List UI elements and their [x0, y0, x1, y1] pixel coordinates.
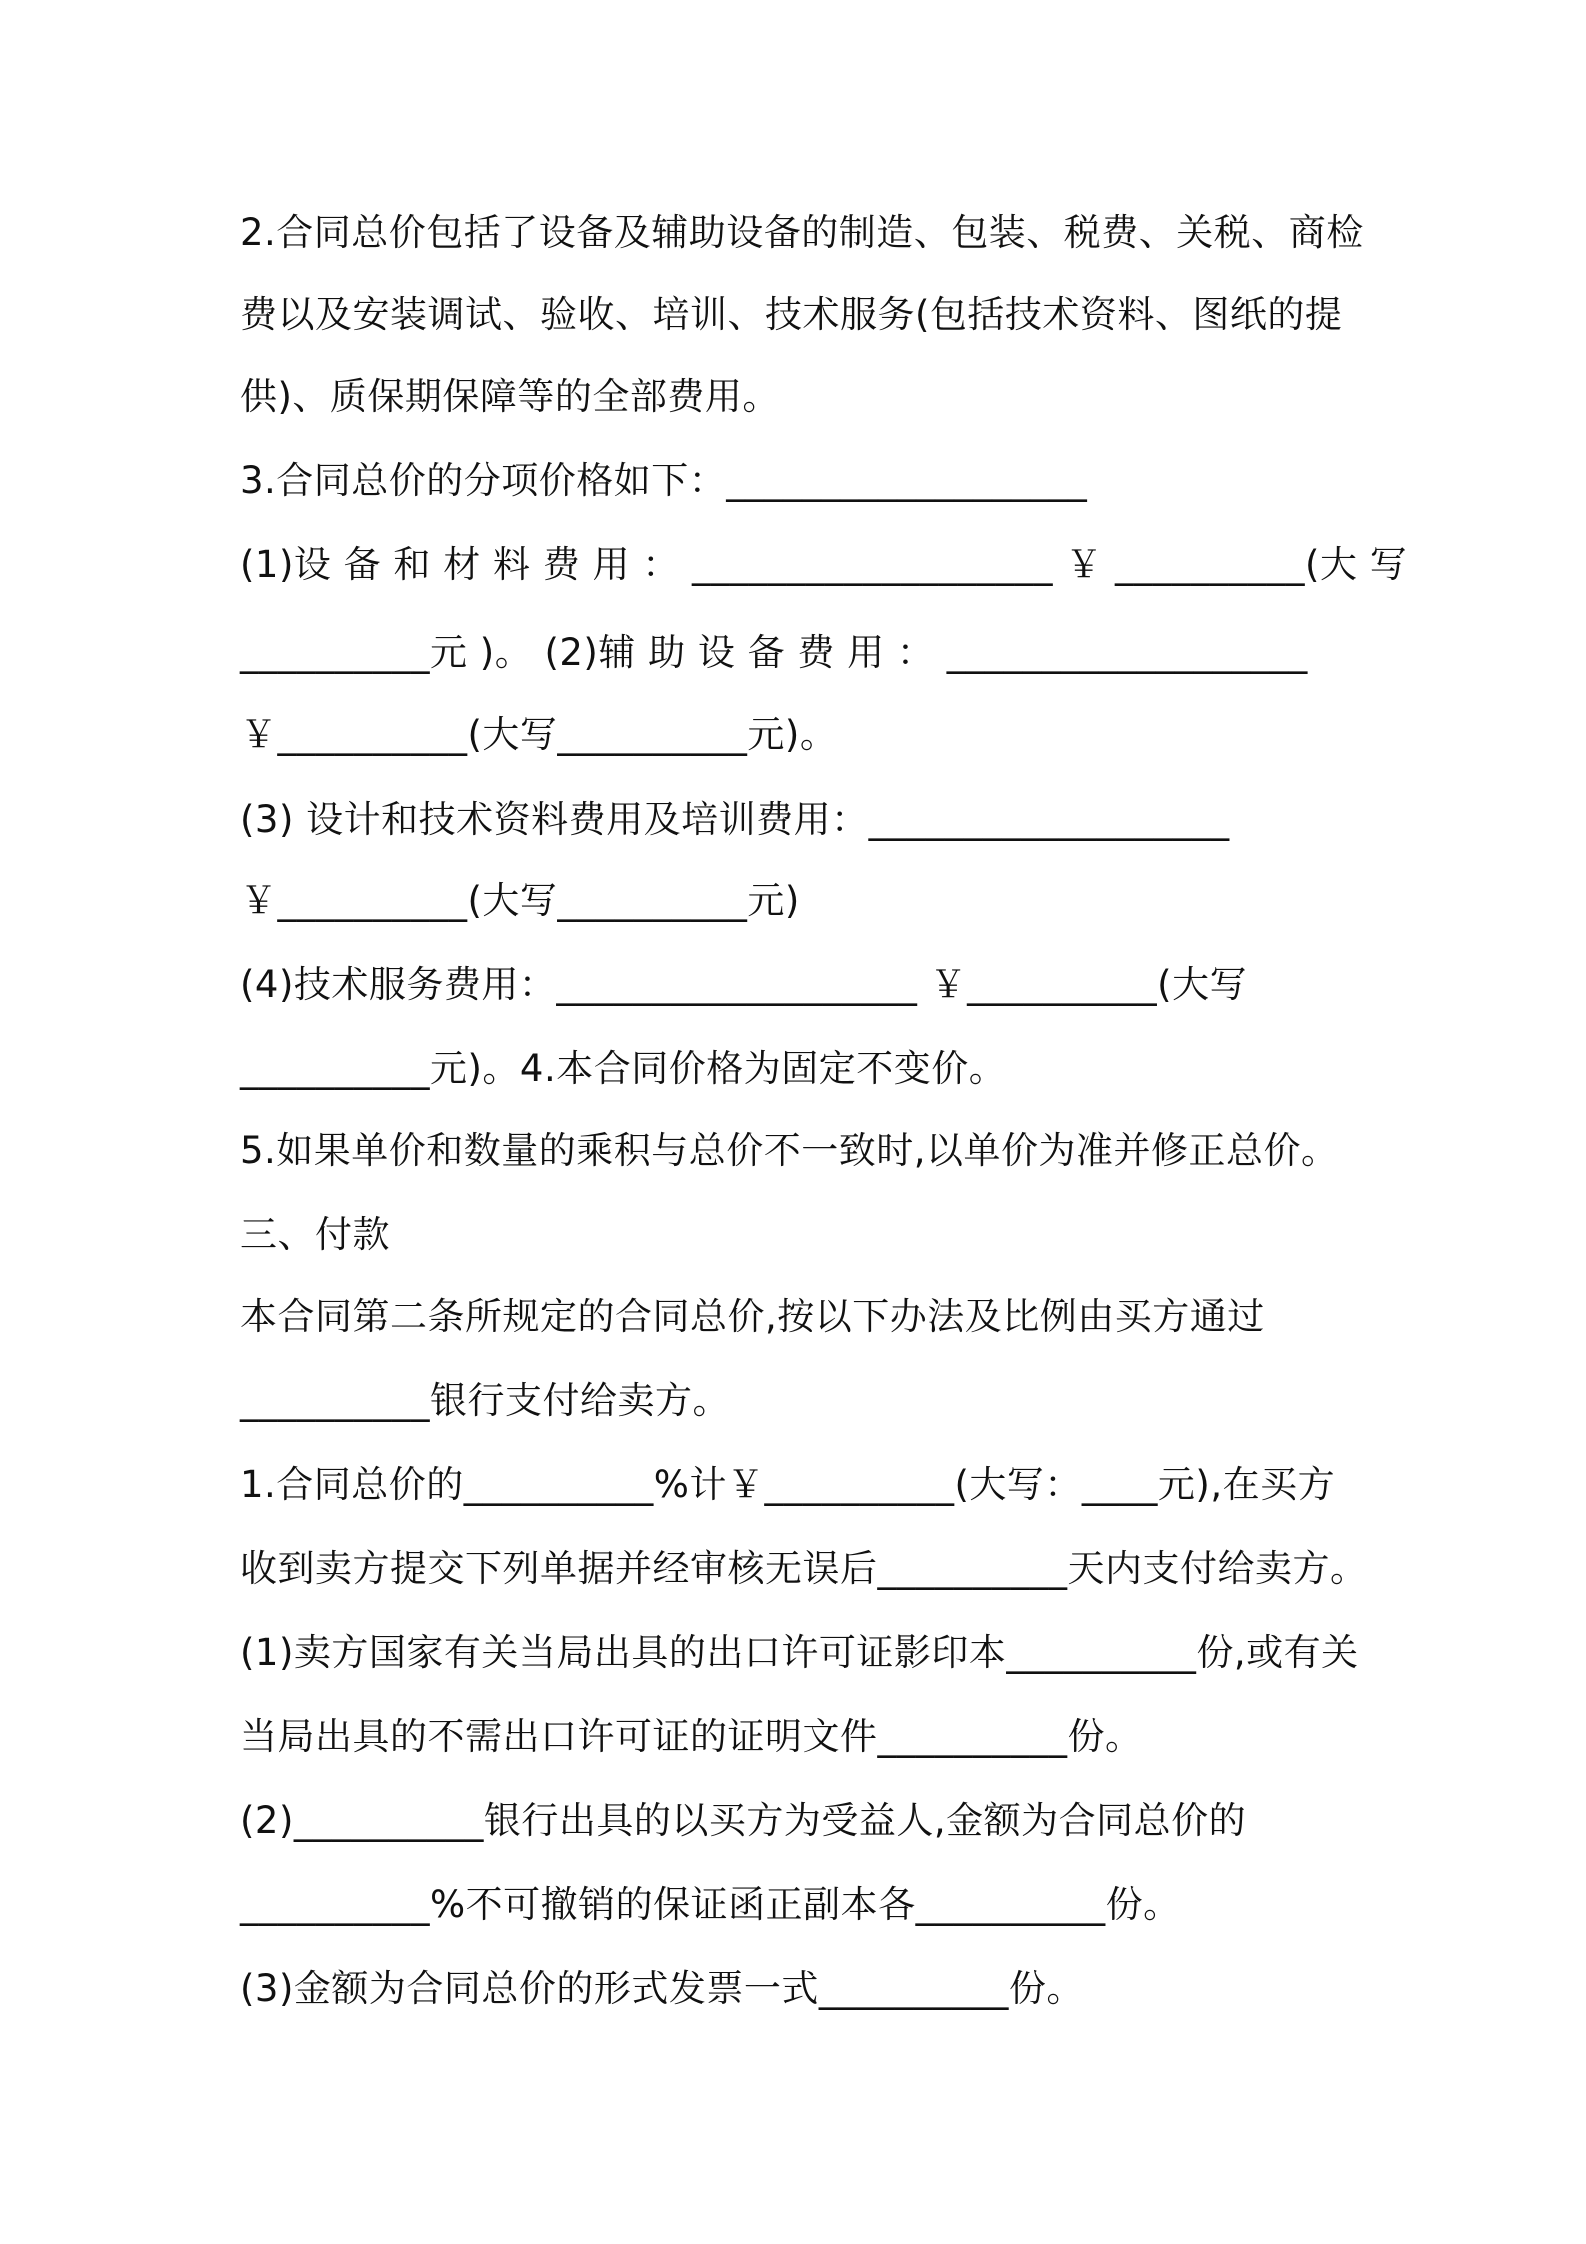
paragraph-line: 费以及安装调试、验收、培训、技术服务(包括技术资料、图纸的提	[240, 293, 1343, 336]
paragraph-line: __________%不可撤销的保证函正副本各__________份。	[240, 1883, 1181, 1926]
paragraph-line: 本合同第二条所规定的合同总价,按以下办法及比例由买方通过	[240, 1295, 1265, 1338]
paragraph-line: __________元)。4.本合同价格为固定不变价。	[240, 1047, 1007, 1090]
section-heading: 三、付款	[240, 1213, 390, 1256]
paragraph-line: ￥__________(大写__________元)	[240, 879, 800, 922]
paragraph-line: ￥__________(大写__________元)。	[240, 713, 838, 756]
paragraph-line: 供)、质保期保障等的全部费用。	[240, 375, 780, 418]
paragraph-line: (1)设 备 和 材 料 费 用 ： ___________________ ￥ __________(大 写	[240, 543, 1408, 586]
paragraph-line: (3)金额为合同总价的形式发票一式__________份。	[240, 1967, 1084, 2010]
paragraph-line: (1)卖方国家有关当局出具的出口许可证影印本__________份,或有关	[240, 1631, 1359, 1674]
paragraph-line: 当局出具的不需出口许可证的证明文件__________份。	[240, 1715, 1143, 1758]
paragraph-line: (3) 设计和技术资料费用及培训费用：___________________	[240, 798, 1230, 841]
paragraph-line: 5.如果单价和数量的乘积与总价不一致时,以单价为准并修正总价。	[240, 1129, 1339, 1172]
paragraph-line: 1.合同总价的__________%计￥__________(大写：____元),在买方	[240, 1463, 1336, 1506]
paragraph-line: (4)技术服务费用：___________________ ￥__________(大写	[240, 963, 1248, 1006]
paragraph-line: __________银行支付给卖方。	[240, 1379, 730, 1422]
paragraph-line: (2)__________银行出具的以买方为受益人,金额为合同总价的	[240, 1799, 1247, 1842]
paragraph-line: 收到卖方提交下列单据并经审核无误后__________天内支付给卖方。	[240, 1547, 1368, 1590]
paragraph-line: __________元 )。 (2)辅 助 设 备 费 用 ： ___________________	[240, 631, 1308, 674]
paragraph-line: 2.合同总价包括了设备及辅助设备的制造、包装、税费、关税、商检	[240, 211, 1364, 254]
paragraph-line: 3.合同总价的分项价格如下：___________________	[240, 459, 1088, 502]
